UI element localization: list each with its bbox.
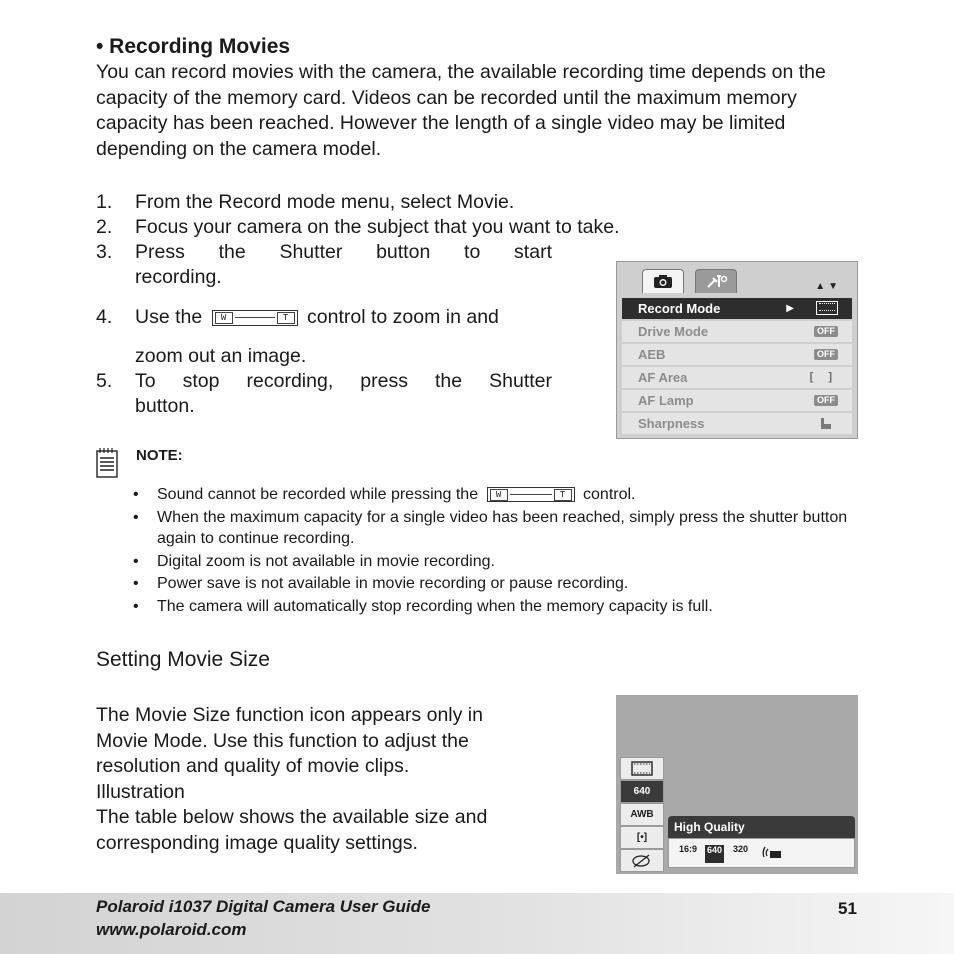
scroll-arrows-icon: ▲▼ — [815, 281, 841, 292]
step-text-cont: recording. — [135, 266, 222, 288]
metering-icon: [•] — [620, 826, 664, 849]
step-text-cont: zoom out an image. — [135, 345, 307, 367]
note-bullet: • The camera will automatically stop recording when the memory capacity is full. — [133, 596, 863, 618]
movie-size-paragraph — [96, 703, 556, 856]
off-badge: OFF — [814, 349, 838, 360]
setup-tab — [695, 269, 737, 293]
off-badge: OFF — [814, 395, 838, 406]
white-balance-icon: AWB — [620, 803, 664, 826]
step-number: 1. — [96, 191, 113, 213]
zoom-t-label: T — [554, 489, 572, 501]
note-bullet: • Power save is not available in movie recording or pause recording. — [133, 573, 863, 595]
menu-tabbar — [617, 262, 857, 295]
quality-panel — [668, 816, 855, 870]
menu-row-label: AEB — [638, 347, 666, 362]
intro-paragraph: You can record movies with the camera, the available recording time depends on the capacity of the memory card. Videos can be recorded until the maximum memory capacity has been reached. However the length of a single video may be limited depending on the camera model. — [96, 61, 826, 160]
bullet-text-after: control. — [583, 486, 636, 503]
note-icon — [96, 447, 120, 479]
menu-row-label: Sharpness — [638, 416, 705, 431]
zoom-control-icon — [212, 310, 298, 326]
step-number: 3. — [96, 241, 113, 263]
menu-row-record-mode — [622, 298, 852, 319]
note-bullets — [133, 484, 863, 618]
zoom-w-label: W — [490, 489, 508, 501]
quality-panel-title: High Quality — [668, 816, 855, 838]
paragraph-line: Movie Mode. Use this function to adjust the — [96, 729, 469, 752]
step-5 — [96, 369, 556, 421]
menu-row-af-lamp — [622, 390, 852, 411]
step-text-after: control to zoom in and — [307, 306, 499, 328]
movie-size-icon: 640 — [620, 780, 664, 803]
paragraph-line: corresponding image quality settings. — [96, 831, 418, 854]
zoom-t-label: T — [277, 312, 295, 324]
note-bullet — [133, 484, 863, 506]
option-320: 320 — [733, 844, 749, 854]
movie-film-icon — [816, 301, 838, 315]
film-icon — [631, 761, 653, 776]
menu-row-drive-mode — [622, 321, 852, 342]
quality-signal-icon — [761, 844, 783, 860]
section-title: Setting Movie Size — [96, 648, 270, 671]
paragraph-line: The table below shows the available size and — [96, 806, 488, 828]
footer-url: www.polaroid.com — [96, 920, 247, 939]
paragraph-line: resolution and quality of movie clips. — [96, 755, 410, 777]
menu-row-sharpness — [622, 413, 852, 434]
af-area-icon: [ ] — [809, 371, 838, 383]
camera-icon — [653, 274, 673, 289]
effect-icon — [631, 853, 653, 868]
step-1 — [96, 190, 876, 216]
off-badge: OFF — [814, 326, 838, 337]
paragraph-line: The Movie Size function icon appears only in — [96, 704, 483, 726]
step-2 — [96, 215, 876, 241]
section-heading: • Recording Movies — [96, 35, 291, 58]
menu-row-label: AF Lamp — [638, 393, 694, 408]
tools-icon — [706, 274, 728, 289]
step-4 — [96, 305, 556, 369]
quality-options — [668, 838, 855, 868]
menu-row-label: Record Mode — [638, 301, 721, 316]
step-number: 5. — [96, 370, 113, 392]
note-bullet: • Digital zoom is not available in movie recording. — [133, 551, 863, 573]
camera-tab — [642, 269, 684, 293]
bullet-text: Sound cannot be recorded while pressing the — [157, 486, 479, 503]
note-bullet: • When the maximum capacity for a single video has been reached, simply press the shutter button again to continue recording. — [133, 507, 863, 550]
step-number: 2. — [96, 216, 113, 238]
step-3 — [96, 240, 556, 292]
menu-row-aeb — [622, 344, 852, 365]
step-text — [135, 305, 555, 331]
step-text-before: Use the — [135, 306, 203, 328]
menu-row-af-area — [622, 367, 852, 388]
step-text: From the Record mode menu, select Movie. — [135, 191, 515, 213]
footer-title: Polaroid i1037 Digital Camera User Guide — [96, 897, 431, 916]
side-icon-column — [620, 757, 664, 872]
menu-row-label: Drive Mode — [638, 324, 709, 339]
zoom-w-label: W — [215, 312, 233, 324]
color-effect-icon — [620, 849, 664, 872]
zoom-control-icon — [487, 487, 575, 502]
step-text: Focus your camera on the subject that you want to take. — [135, 216, 620, 238]
note-label: NOTE: — [136, 447, 183, 464]
step-text: To stop recording, press the Shutter — [135, 370, 552, 392]
step-text: Press the Shutter button to start — [135, 241, 552, 263]
step-text-cont: button. — [135, 395, 195, 417]
paragraph-line: Illustration — [96, 780, 185, 803]
movie-mode-icon — [620, 757, 664, 780]
caret-right-icon: ▶ — [786, 303, 794, 314]
option-16-9: 16:9 — [679, 844, 698, 854]
step-number: 4. — [96, 306, 113, 328]
option-640: 640 — [705, 845, 724, 863]
movie-size-screenshot — [616, 695, 858, 874]
menu-row-label: AF Area — [638, 370, 688, 385]
page-number: 51 — [838, 899, 857, 918]
camera-menu-screenshot — [616, 261, 858, 439]
sharpness-icon — [820, 418, 832, 429]
